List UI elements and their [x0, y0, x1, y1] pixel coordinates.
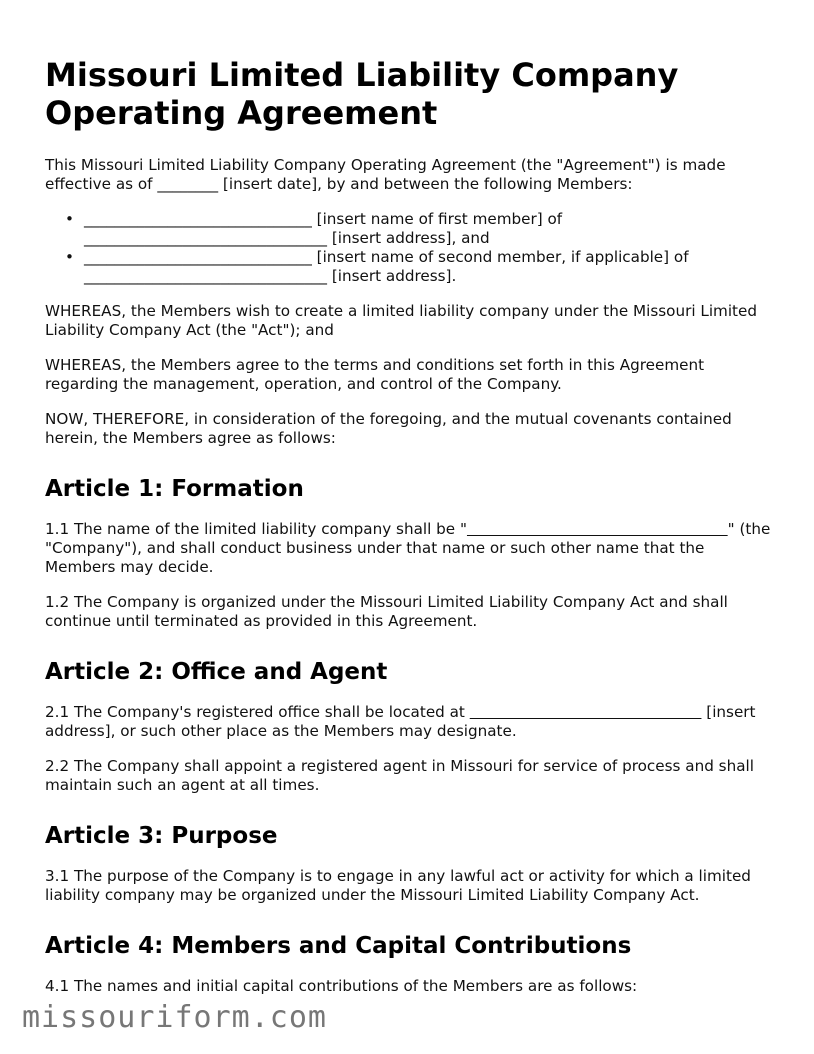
section-1-1-pre: 1.1 The name of the limited liability company shall be " [45, 520, 467, 538]
list-item [65, 248, 775, 286]
section-2-2: 2.2 The Company shall appoint a registered agent in Missouri for service of process and shall maintain such an agent at all times. [45, 757, 754, 794]
article-3 [45, 821, 775, 905]
article-3-heading: Article 3: Purpose [45, 823, 278, 849]
article-2-heading: Article 2: Office and Agent [45, 659, 388, 685]
article-4 [45, 931, 775, 996]
watermark: missouriform.com [22, 1000, 327, 1035]
section-2-1-post: [insert address], or such other place as the Members may designate. [45, 703, 756, 740]
article-1-heading: Article 1: Formation [45, 476, 304, 502]
whereas-paragraph-2: WHEREAS, the Members agree to the terms and conditions set forth in this Agreement regarding the management, operation, and control of the Company. [45, 356, 705, 393]
member-1-text: ______________________________ [insert name of first member] of ________________________________ [insert address], and [84, 210, 563, 247]
intro-paragraph: This Missouri Limited Liability Company Operating Agreement (the "Agreement") is made effective as of ________ [insert date], by and between the following Members: [45, 156, 726, 193]
article-4-heading: Article 4: Members and Capital Contributions [45, 933, 632, 959]
company-name-blank [467, 520, 728, 538]
now-therefore-paragraph: NOW, THEREFORE, in consideration of the foregoing, and the mutual covenants contained herein, the Members agree as follows: [45, 410, 732, 447]
member-2-text: ______________________________ [insert name of second member, if applicable] of ________________________________ [insert address]. [84, 248, 689, 285]
members-list [45, 210, 775, 286]
bullet-icon: • [65, 248, 74, 266]
article-1 [45, 474, 775, 631]
office-address-blank [470, 703, 702, 721]
section-2-1-pre: 2.1 The Company's registered office shall be located at [45, 703, 470, 721]
article-2 [45, 657, 775, 795]
whereas-paragraph-1: WHEREAS, the Members wish to create a limited liability company under the Missouri Limited Liability Company Act (the "Act"); and [45, 302, 757, 339]
bullet-icon: • [65, 210, 74, 228]
section-4-1: 4.1 The names and initial capital contributions of the Members are as follows: [45, 977, 638, 995]
list-item [65, 210, 775, 248]
section-1-1-post: " (the "Company"), and shall conduct business under that name or such other name that the Members may decide. [45, 520, 771, 576]
document-page [45, 56, 775, 1012]
section-3-1: 3.1 The purpose of the Company is to engage in any lawful act or activity for which a limited liability company may be organized under the Missouri Limited Liability Company Act. [45, 867, 751, 904]
section-1-2: 1.2 The Company is organized under the Missouri Limited Liability Company Act and shall continue until terminated as provided in this Agreement. [45, 593, 728, 630]
section-1-1 [45, 520, 775, 577]
section-2-1 [45, 703, 775, 741]
document-title: Missouri Limited Liability Company Operating Agreement [45, 56, 679, 132]
